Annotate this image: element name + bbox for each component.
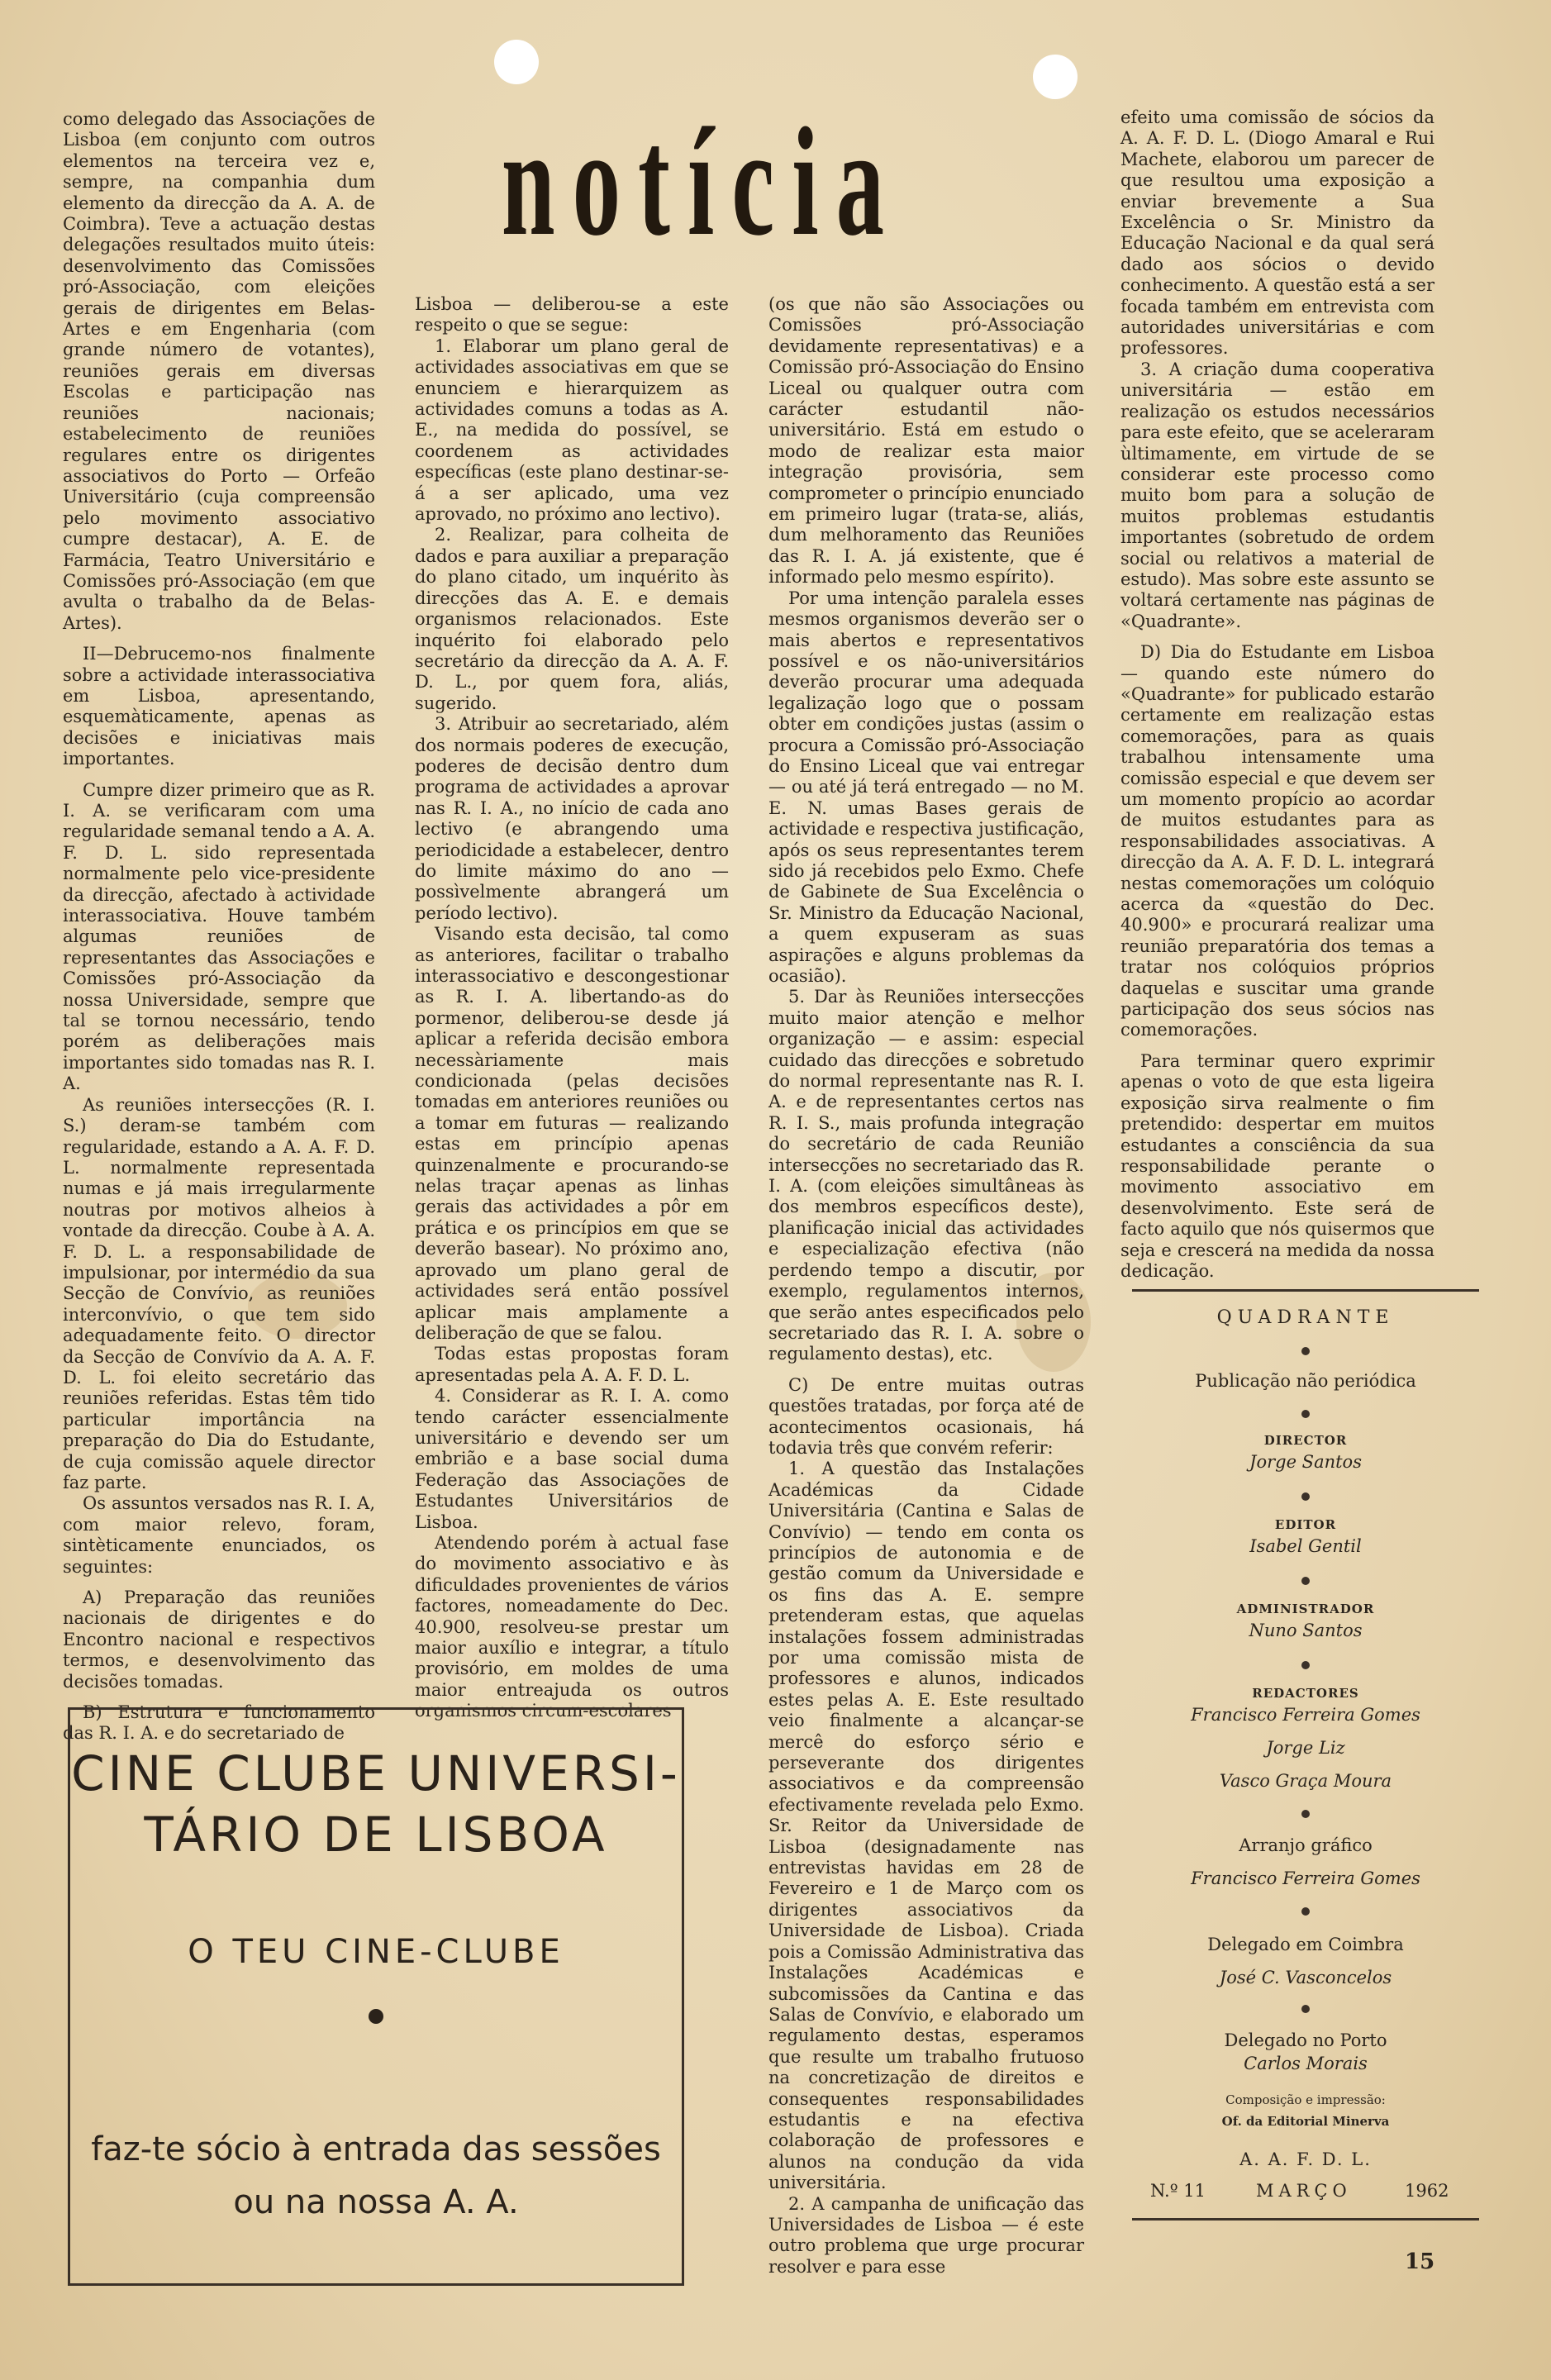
paragraph: As reuniões intersecções (R. I. S.) deram-se também com regularidade, estando a A. A. F. D. L. normalmente representada numas e já mais irregularmente noutras por motivos alheios à vontade da direcção. Coube à A. A. F. D. L. a responsabilidade de impulsionar, por intermédio da sua Secção de Convívio, as reuniões interconvívio, o que tem sido adequadamente feito. O director da Secção de Convívio da A. A. F. D. L. foi eleito secretário das reuniões referidas. Estas têm tido particular importância na preparação do Dia do Estudante, de cuja comissão aquele director faz parte.: [63, 1094, 375, 1492]
paragraph: como delegado das Associações de Lisboa (em conjunto com outros elementos na terceira vez e, sempre, na companhia dum elemento da direcção da A. A. de Coimbra). Teve a actuação destas delegações resultados muito úteis: desenvolvimento das Comissões pró-Associação, com eleições gerais de dirigentes em Belas-Artes e em Engenharia (com grande número de votantes), reuniões gerais em diversas Escolas e participação nas reuniões nacionais; estabelecimento de reuniões regulares entre os dirigentes associativos do Porto — Orfeão Universitário (cuja compreensão pelo movimento associativo cumpre destacar), A. E. de Farmácia, Teatro Universitário e Comissões pró-Associação (em que avulta o trabalho da de Belas-Artes).: [63, 109, 375, 633]
layout-label: Arranjo gráfico: [1239, 1835, 1373, 1855]
writers-label: REDACTORES: [1252, 1686, 1359, 1701]
magazine-name: QUADRANTE: [1216, 1307, 1395, 1328]
bullet-icon: [1301, 1661, 1310, 1669]
director-label: DIRECTOR: [1263, 1433, 1348, 1448]
ad-title-line: CINE CLUBE UNIVERSI-: [71, 1745, 681, 1802]
paragraph: Todas estas propostas foram apresentadas pela A. A. F. D. L.: [415, 1344, 729, 1385]
association-name: A. A. F. D. L.: [1239, 2149, 1372, 2169]
ad-title-line: TÁRIO DE LISBOA: [144, 1806, 608, 1863]
issue-number: N.º 11: [1150, 2181, 1206, 2201]
paragraph: 2. A campanha de unificação das Universidades de Lisboa — é este outro problema que urge procurar resolver e para esse: [768, 2193, 1084, 2277]
layout-name: Francisco Ferreira Gomes: [1191, 1868, 1420, 1888]
bullet-icon: [1301, 1347, 1310, 1355]
printer-name: Of. da Editorial Minerva: [1221, 2114, 1390, 2129]
administrator-name: Nuno Santos: [1249, 1621, 1363, 1640]
paragraph: A) Preparação das reuniões nacionais de dirigentes e do Encontro nacional e respectivos termos, e desenvolvimento das decisões tomadas.: [63, 1587, 375, 1692]
ad-title: [70, 1743, 682, 1865]
paragraph: 4. Considerar as R. I. A. como tendo carácter essencialmente universitário e devendo ser um embrião e a base social duma Federação das Associações de Estudantes Universitários de Lisboa.: [415, 1386, 729, 1532]
ad-call-line: ou na nossa A. A.: [233, 2183, 519, 2221]
bullet-icon: [1301, 1410, 1310, 1418]
article-column-4: [1120, 107, 1434, 1281]
paragraph: Visando esta decisão, tal como as anteriores, facilitar o trabalho interassociativo e descongestionar as R. I. A. libertando-as do pormenor, deliberou-se desde já aplicar a referida decisão embora necessàriamente mais condicionada (pelas decisões tomadas em anteriores reuniões ou a tomar em futuras — realizando estas em princípio apenas quinzenalmente e procurando-se nelas traçar apenas as linhas gerais das actividades a pôr em prática e os princípios em que se deverão basear). No próximo ano, aprovado um plano geral de actividades será então possível aplicar mais amplamente a deliberação de que se falou.: [415, 924, 729, 1343]
writer-name: Jorge Liz: [1266, 1738, 1345, 1758]
paragraph: Cumpre dizer primeiro que as R. I. A. se verificaram com uma regularidade semanal tendo a A. A. F. D. L. sido representada normalmente pelo vice-presidente da direcção, afectado à actividade interassociativa. Houve também algumas reuniões de representantes das Associações e Comissões pró-Associação da nossa Universidade, sempre que tal se tornou necessário, tendo porém as deliberações mais importantes sido tomadas nas R. I. A.: [63, 779, 375, 1094]
paragraph: Atendendo porém à actual fase do movimento associativo e às dificuldades provenientes de vários factores, nomeadamente do Dec. 40.900, resolveu-se prestar um maior auxílio e integrar, a título provisório, em moldes de uma maior entreajuda os outros organismos circum-escolares: [415, 1532, 729, 1721]
paragraph: 3. A criação duma cooperativa universitária — estão em realização os estudos necessários para este efeito, que se aceleraram ùltimamente, em virtude de se considerar este processo como muito bom para a solução de muitos problemas estudantis importantes (sobretudo de ordem social ou relativos a material de estudo). Mas sobre este assunto se voltará certamente nas páginas de «Quadrante».: [1120, 359, 1434, 631]
punch-hole: [1033, 55, 1078, 99]
bullet-icon: [1301, 1577, 1310, 1585]
issue-year: 1962: [1405, 2181, 1449, 2201]
article-column-1: [63, 109, 375, 1744]
paragraph: Lisboa — deliberou-se a este respeito o que se segue:: [415, 294, 729, 336]
paragraph: 3. Atribuir ao secretariado, além dos normais poderes de execução, poderes de decisão dentro dum programa de actividades a aprovar nas R. I. A., no início de cada ano lectivo (e abrangendo uma periodicidade a estabelecer, dentro do limite máximo do ano — possìvelmente abrangerá um período lectivo).: [415, 714, 729, 923]
bullet-icon: [1301, 1810, 1310, 1818]
paragraph: (os que não são Associações ou Comissões pró-Associação devidamente representativas) e a Comissão pró-Associação do Ensino Liceal ou qualquer outra com carácter estudantil não-universitário. Está em estudo o modo de realizar esta maior integração provisória, sem comprometer o princípio enunciado em primeiro lugar (trata-se, aliás, dum melhoramento das Reuniões das R. I. A. já existente, que é informado pelo mesmo espírito).: [768, 294, 1084, 588]
administrator-label: ADMINISTRADOR: [1236, 1602, 1375, 1616]
print-label: Composição e impressão:: [1225, 2092, 1386, 2107]
coimbra-delegate-label: Delegado em Coimbra: [1207, 1935, 1404, 1954]
bullet-icon: [1301, 2005, 1310, 2013]
paragraph: 1. A questão das Instalações Académicas da Cidade Universitária (Cantina e Salas de Convívio) — tendo em conta os princípios de autonomia e de gestão comum da Universidade e os fins das A. E. sempre pretenderam estas, que aquelas instalações fossem administradas por uma comissão mista de professores e alunos, indicados estes pelas A. E. Este resultado veio finalmente a alcançar-se mercê do esforço sério e perseverante dos dirigentes associativos e da compreensão efectivamente revelada pelo Exmo. Sr. Reitor da Universidade de Lisboa (designadamente nas entrevistas havidas em 28 de Fevereiro e 1 de Março com os dirigentes associativos da Universidade de Lisboa). Criada pois a Comissão Administrativa das Instalações Académicas e subcomissões da Cantina e das Salas de Convívio, e elaborado um regulamento destas, esperamos que resulte um trabalho frutuoso na concretização de direitos e consequentes responsabilidades estudantis e na efectiva colaboração de professores e alunos na condução da vida universitária.: [768, 1459, 1084, 2193]
paragraph: Por uma intenção paralela esses mesmos organismos deverão ser o mais abertos e representativos possível e os não-universitários deverão procurar uma adequada legalização logo que o possam obter em condições justas (assim o procura a Comissão pró-Associação do Ensino Liceal que vai entregar — ou até já terá entregado — no M. E. N. umas Bases gerais de actividade e respectiva justificação, após os seus representantes terem sido já recebidos pelo Exmo. Chefe de Gabinete de Sua Excelência o Sr. Ministro da Educação Nacional, a quem expuseram as suas aspirações e alguns problemas da ocasião).: [768, 588, 1084, 986]
article-column-2: [415, 294, 729, 1721]
ad-slogan: O TEU CINE-CLUBE: [188, 1933, 564, 1971]
paragraph: D) Dia do Estudante em Lisboa — quando este número do «Quadrante» for publicado estarão certamente em realização estas comemorações, para as quais trabalhou intensamente uma comissão especial e que devem ser um momento propício ao acordar de muitos estudantes para as responsabilidades associativas. A direcção da A. A. F. D. L. integrará nestas comemorações um colóquio acerca da «questão do Dec. 40.900» e procurará realizar uma reunião preparatória dos temas a tratar nos colóquios próprios daquelas e suscitar uma grande participação dos seus sócios nas comemorações.: [1120, 642, 1434, 1040]
periodicity: Publicação não periódica: [1195, 1371, 1416, 1391]
porto-delegate-name: Carlos Morais: [1244, 2054, 1368, 2073]
paragraph: B) Estrutura e funcionamento das R. I. A. e do secretariado de: [63, 1702, 375, 1744]
masthead-title: notícia: [501, 95, 902, 268]
cine-clube-advertisement: [68, 1707, 684, 2286]
ad-call-line: faz-te sócio à entrada das sessões: [91, 2130, 661, 2168]
divider: [1132, 2218, 1479, 2221]
ad-call-to-action: [70, 2123, 682, 2229]
bullet-icon: [1301, 1907, 1310, 1916]
writer-name: Vasco Graça Moura: [1219, 1771, 1392, 1791]
bullet-icon: [369, 2009, 383, 2024]
editor-label: EDITOR: [1274, 1517, 1337, 1532]
paragraph: 2. Realizar, para colheita de dados e para auxiliar a preparação do plano citado, um inquérito às direcções das A. E. e demais organismos relacionados. Este inquérito foi elaborado pelo secretário da direcção da A. A. F. D. L., por quem fora, aliás, sugerido.: [415, 525, 729, 713]
writer-name: Francisco Ferreira Gomes: [1191, 1705, 1420, 1725]
paragraph: Para terminar quero exprimir apenas o voto de que esta ligeira exposição sirva realmente o fim pretendido: despertar em muitos estudantes a consciência da sua responsabilidade perante o movimento associativo em desenvolvimento. Este será de facto aquilo que nós quisermos que seja e crescerá na medida da nossa dedicação.: [1120, 1050, 1434, 1281]
bullet-icon: [1301, 1492, 1310, 1501]
page-number: 15: [1405, 2249, 1435, 2274]
director-name: Jorge Santos: [1249, 1452, 1362, 1472]
punch-hole: [494, 40, 539, 84]
editor-name: Isabel Gentil: [1249, 1536, 1362, 1556]
coimbra-delegate-name: José C. Vasconcelos: [1219, 1968, 1392, 1987]
paragraph: Os assuntos versados nas R. I. A, com maior relevo, foram, sintèticamente enunciados, os seguintes:: [63, 1493, 375, 1577]
paragraph: 5. Dar às Reuniões intersecções muito maior atenção e melhor organização — e assim: especial cuidado das direcções e sobretudo do normal representante nas R. I. A. e de representantes certos nas R. I. S., mais profunda integração do secretário de cada Reunião intersecções no secretariado das R. I. A. (com eleições simultâneas às dos membros específicos deste), planificação inicial das actividades e especialização efectiva (não perdendo tempo a discutir, por exemplo, regulamentos internos, que serão antes especificados pelo secretariado das R. I. A. sobre o regulamento destas), etc.: [768, 987, 1084, 1364]
article-column-3: [768, 294, 1084, 2278]
paragraph: C) De entre muitas outras questões tratadas, por força até de acontecimentos ocasionais, há todavia três que convém referir:: [768, 1374, 1084, 1458]
porto-delegate-label: Delegado no Porto: [1224, 2030, 1387, 2050]
paragraph: 1. Elaborar um plano geral de actividades associativas em que se enunciem e hierarquizem as actividades comuns a todas as A. E., na medida do possível, se coordenem as actividades específicas (este plano destinar-se-á a ser aplicado, uma vez aprovado, no próximo ano lectivo).: [415, 336, 729, 525]
issue-month: MARÇO: [1256, 2181, 1352, 2201]
divider: [1132, 1289, 1479, 1292]
paragraph: efeito uma comissão de sócios da A. A. F. D. L. (Diogo Amaral e Rui Machete, elaborou um parecer de que resultou uma exposição a enviar brevemente a Sua Excelência o Sr. Ministro da Educação Nacional e da qual será dado aos sócios o devido conhecimento. A questão está a ser focada também em entrevista com autoridades universitárias e com professores.: [1120, 107, 1434, 359]
paragraph: II—Debrucemo-nos finalmente sobre a actividade interassociativa em Lisboa, apresentando, esquemàticamente, apenas as decisões e iniciativas mais importantes.: [63, 644, 375, 769]
